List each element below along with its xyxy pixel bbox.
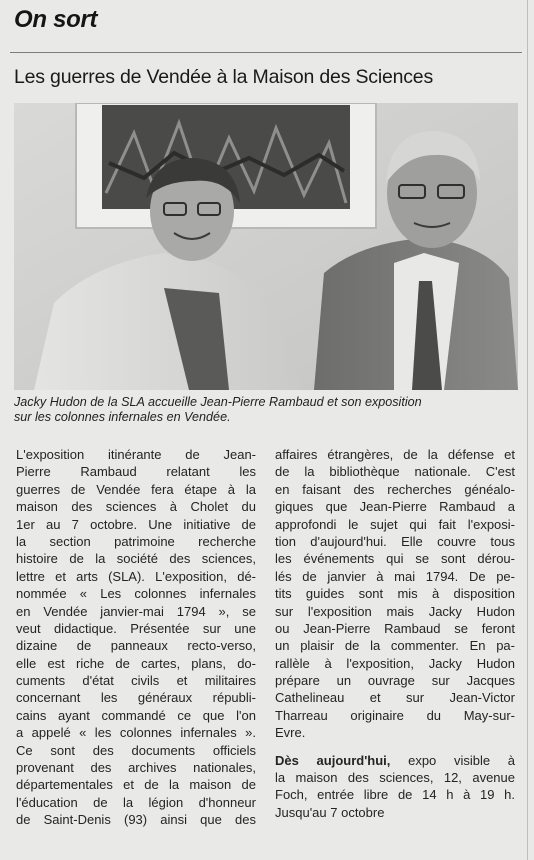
text-line: Tharreau originaire du May-sur- xyxy=(275,707,515,723)
text-line: ou Jean-Pierre Rambaud se feront xyxy=(275,620,515,636)
text-line: concernant les généraux républi- xyxy=(16,690,256,706)
article-photo xyxy=(14,103,518,390)
text-line: en Vendée janvier-mai 1794 », se xyxy=(16,603,256,619)
text-line: Cathelineau et sur Jean-Victor xyxy=(275,690,515,706)
text-line: veut didactique. Présentée sur une xyxy=(16,620,256,636)
photo-illustration xyxy=(14,103,518,390)
caption-line: sur les colonnes infernales en Vendée. xyxy=(14,410,231,424)
text-line: lés de janvier à mai 1794. De pe- xyxy=(275,568,515,584)
text-line: nommée « Les colonnes infernales xyxy=(16,586,256,602)
article-column-right xyxy=(275,446,515,821)
section-rubric: On sort xyxy=(14,6,98,33)
info-line: Jusqu'au 7 octobre xyxy=(275,804,385,820)
text-line: approfondi le sujet qui fait l'exposi- xyxy=(275,516,515,532)
section-divider xyxy=(10,52,522,53)
text-line: les événements qui se sont dérou- xyxy=(275,551,515,567)
text-line: 1er au 7 octobre. Une initiative de xyxy=(16,516,256,532)
photo-caption xyxy=(14,395,522,425)
text-line: dizaine de panneaux recto-verso, xyxy=(16,638,256,654)
text-line: la section patrimoine recherche xyxy=(16,533,256,549)
text-line: Evre. xyxy=(275,725,306,741)
text-line: l'éducation de la légion d'honneur xyxy=(16,794,256,810)
text-line: giques que Jean-Pierre Rambaud a xyxy=(275,499,515,515)
text-line: lettre et arts (SLA). L'exposition, dé- xyxy=(16,568,256,584)
info-text: expo visible à xyxy=(390,752,515,768)
article-column-left xyxy=(16,446,256,829)
text-line: Ce sont des documents officiels xyxy=(16,742,256,758)
text-line: provenant des archives nationales, xyxy=(16,760,256,776)
text-line: en faisant des recherches généalo- xyxy=(275,481,515,497)
paragraph-gap xyxy=(275,742,515,752)
info-lead-in: Dès aujourd'hui, xyxy=(275,752,391,768)
info-line xyxy=(275,752,515,769)
text-line: départementales et de la maison de xyxy=(16,777,256,793)
text-line: cains ayant commandé ce que l'on xyxy=(16,707,256,723)
info-line: la maison des sciences, 12, avenue xyxy=(275,770,515,786)
text-line: a appelé « les colonnes infernales ». xyxy=(16,725,256,741)
text-line: tion d'aujourd'hui. Elle couvre tous xyxy=(275,533,515,549)
text-line: elle est riche de cartes, plans, do- xyxy=(16,655,256,671)
text-line: guerres de Vendée fera étape à la xyxy=(16,481,256,497)
text-line: de Saint-Denis (93) ainsi que des xyxy=(16,812,256,828)
text-line: sur l'exposition mais Jacky Hudon xyxy=(275,603,515,619)
info-line: Foch, entrée libre de 14 h à 19 h. xyxy=(275,787,515,803)
text-line: Pierre Rambaud relatant les xyxy=(16,464,256,480)
page-edge-rule xyxy=(527,0,528,860)
caption-line: Jacky Hudon de la SLA accueille Jean-Pierre Rambaud et son exposition xyxy=(14,395,422,409)
text-line: L'exposition itinérante de Jean- xyxy=(16,447,256,462)
text-line: histoire de la société des sciences, xyxy=(16,551,256,567)
text-line: un plaisir de la commenter. En pa- xyxy=(275,638,515,654)
text-line: tits guides sont mis à disposition xyxy=(275,586,515,602)
text-line: prépare un ouvrage sur Jacques xyxy=(275,673,515,689)
text-line: cuments d'état civils et militaires xyxy=(16,673,256,689)
text-line: de la bibliothèque nationale. C'est xyxy=(275,464,515,480)
text-line: maison des sciences à Cholet du xyxy=(16,499,256,515)
text-line: rallèle à l'exposition, Jacky Hudon xyxy=(275,655,515,671)
text-line: affaires étrangères, de la défense et xyxy=(275,447,515,462)
article-headline: Les guerres de Vendée à la Maison des Sciences xyxy=(14,66,433,88)
